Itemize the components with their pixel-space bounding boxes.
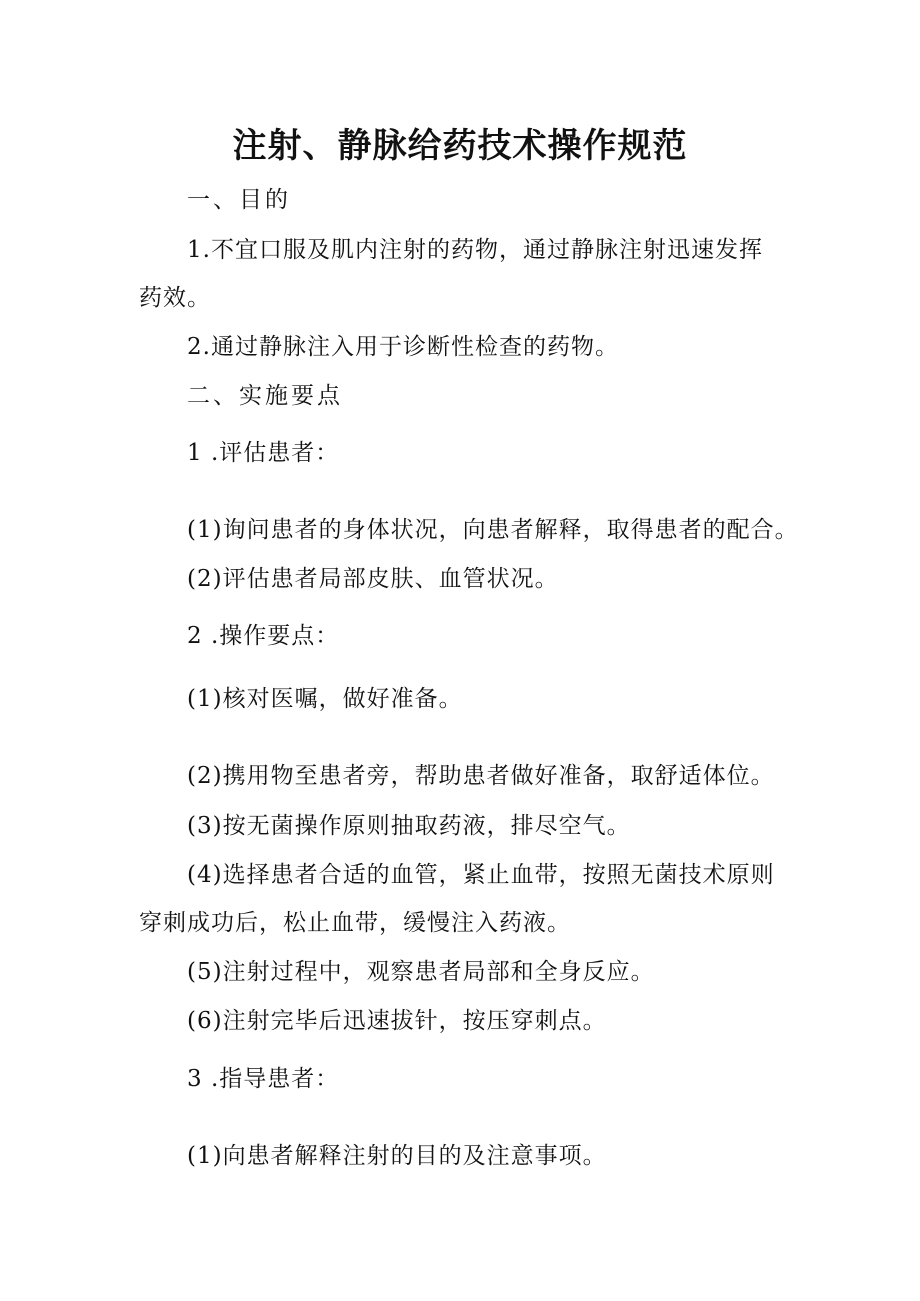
section-heading-key-points: 二、实施要点	[187, 383, 343, 409]
list-item: (2)评估患者局部皮肤、血管状况。	[187, 566, 559, 592]
paragraph-line: 2.通过静脉注入用于诊断性检查的药物。	[187, 334, 619, 360]
list-item: (1)核对医嘱，做好准备。	[187, 686, 463, 712]
list-item: (6)注射完毕后迅速拔针，按压穿刺点。	[187, 1008, 607, 1034]
subsection-heading-guide: 3 .指导患者：	[187, 1066, 340, 1092]
list-item: (4)选择患者合适的血管，紧止血带，按照无菌技术原则	[187, 862, 775, 888]
list-item: (3)按无菌操作原则抽取药液，排尽空气。	[187, 813, 631, 839]
document-title: 注射、静脉给药技术操作规范	[232, 126, 688, 166]
paragraph-line: 药效。	[139, 285, 211, 311]
subsection-heading-assess: 1 .评估患者：	[187, 440, 340, 466]
list-item-continuation: 穿刺成功后，松止血带，缓慢注入药液。	[139, 910, 571, 936]
list-item: (2)携用物至患者旁，帮助患者做好准备，取舒适体位。	[187, 763, 775, 789]
list-item: (1)询问患者的身体状况，向患者解释，取得患者的配合。	[187, 517, 799, 543]
paragraph-line: 1.不宜口服及肌内注射的药物，通过静脉注射迅速发挥	[187, 237, 763, 263]
subsection-heading-operation: 2 .操作要点：	[187, 623, 340, 649]
list-item: (1)向患者解释注射的目的及注意事项。	[187, 1143, 607, 1169]
section-heading-purpose: 一、目的	[187, 187, 291, 213]
list-item: (5)注射过程中，观察患者局部和全身反应。	[187, 959, 655, 985]
